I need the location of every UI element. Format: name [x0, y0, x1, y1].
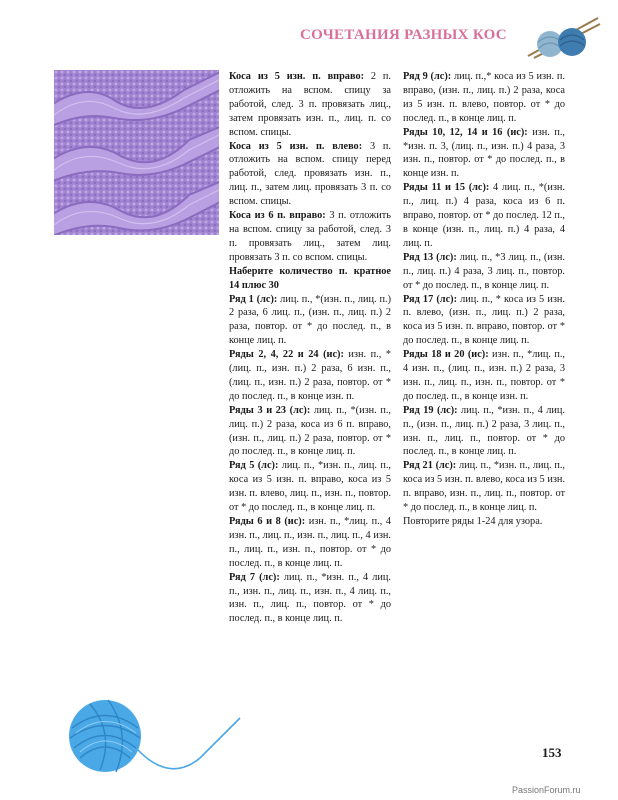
paragraph: Ряды 18 и 20 (ис): изн. п., *лиц. п., 4 изн. п., (лиц. п., изн. п.) 2 раза, 3 изн. п., лиц. п., изн. п., повтор. от * до послед. п., в конце изн. п.	[403, 349, 565, 402]
paragraph: Ряд 19 (лс): лиц. п., *изн. п., 4 лиц. п., (изн. п., лиц. п.) 2 раза, 3 лиц. п., изн. п., лиц. п., повтор. от * до послед. п., в конце лиц. п.	[403, 404, 565, 458]
paragraph: Ряд 9 (лс): лиц. п.,* коса из 5 изн. п. вправо, (изн. п., лиц. п.) 2 раза, коса из 5 изн. п. влево, повтор. от * до послед. п., в конце лиц. п.	[403, 71, 566, 124]
paragraph: Ряды 2, 4, 22 и 24 (ис): изн. п., *(лиц. п., изн. п.) 2 раза, 6 изн. п., (лиц. п., изн. п.) 2 раза, повтор. от * до послед. п., в конце изн. п.	[229, 349, 391, 402]
knitting-swatch-image	[54, 70, 219, 235]
paragraph: Ряды 6 и 8 (ис): изн. п., *лиц. п., 4 изн. п., лиц. п., изн. п., лиц. п., 4 изн. п., лиц. п., изн. п., повтор. от * до послед. п., в конце лиц. п.	[229, 516, 391, 569]
paragraph: Ряд 17 (лс): лиц. п., * коса из 5 изн. п. влево, (изн. п., лиц. п.) 2 раза, коса из 5 изн. п. вправо, повтор. от * до послед. п., в конце лиц. п.	[403, 293, 565, 347]
paragraph: Ряды 11 и 15 (лс): 4 лиц. п., *(изн. п., лиц. п.) 4 раза, коса из 6 п. вправо, повтор. от * до послед. 12 п., в конце (изн. п., лиц. п.) 4 раза, 4 лиц. п.	[403, 182, 565, 249]
paragraph: Ряд 13 (лс): лиц. п., *3 лиц. п., (изн. п., лиц. п.) 4 раза, 3 лиц. п., повтор. от * до послед. п., в конце лиц. п.	[403, 251, 565, 291]
paragraph: Наберите количество п. кратное 14 плюс 30	[229, 265, 391, 291]
paragraph: Ряд 7 (лс): лиц. п., *изн. п., 4 лиц. п., изн. п., лиц. п., изн. п., 4 лиц. п., изн. п., лиц. п., повтор. от * до послед. п., в конце лиц. п.	[229, 571, 391, 625]
yarn-balls-needles-icon	[520, 12, 602, 62]
page-number: 153	[542, 745, 562, 760]
paragraph: Ряд 21 (лс): лиц. п., *изн. п., лиц. п., коса из 5 изн. п. влево, коса из 5 изн. п. вправо, изн. п., лиц. п., повтор. от * до послед. п., в конце лиц. п.	[403, 460, 565, 514]
paragraph: Коса из 5 изн. п. вправо: 2 п. отложить на вспом. спицу за работой, след. 3 п. провязать лиц., затем провязать изн. п., лиц. п. со вспом. спицы.	[229, 71, 391, 138]
paragraph: Ряд 5 (лс): лиц. п., *изн. п., лиц. п., коса из 5 изн. п. вправо, коса из 5 изн. п. влево, лиц. п., изн. п., повтор. от * до послед. п., в конце лиц. п.	[229, 460, 391, 514]
yarn-ball-icon	[50, 688, 250, 788]
watermark: PassionForum.ru	[512, 785, 581, 795]
instructions-column-left	[229, 70, 391, 626]
paragraph: Ряды 3 и 23 (лс): лиц. п., *(изн. п., лиц. п.) 2 раза, коса из 6 п. вправо, (изн. п., лиц. п.) 2 раза, повтор. от * до послед. п., в конце лиц. п.	[229, 404, 391, 458]
page-title: СОЧЕТАНИЯ РАЗНЫХ КОС	[300, 27, 507, 43]
paragraph: Ряды 10, 12, 14 и 16 (ис): изн. п., *изн. п. 3, (лиц. п., изн. п.) 4 раза, 3 изн. п., повтор. от * до послед. п., в конце изн. п.	[403, 126, 565, 180]
instructions-column-right	[403, 70, 565, 529]
paragraph: Повторите ряды 1-24 для узора.	[403, 516, 543, 527]
paragraph: Коса из 6 п. вправо: 3 п. отложить на вспом. спицу за работой, след. 3 п. провязать лиц., затем лиц. провязать 3 п. со вспом. спицы.	[229, 210, 391, 263]
paragraph: Ряд 1 (лс): лиц. п., *(изн. п., лиц. п.) 2 раза, 6 лиц. п., (изн. п., лиц. п.) 2 раза, повтор. от * до послед. п., в конце лиц. п.	[229, 293, 392, 347]
paragraph: Коса из 5 изн. п. влево: 3 п. отложить на вспом. спицу перед работой, след. провязать изн. п., лиц. п., затем лиц. провязать 3 п. со вспом. спицы.	[229, 140, 391, 208]
